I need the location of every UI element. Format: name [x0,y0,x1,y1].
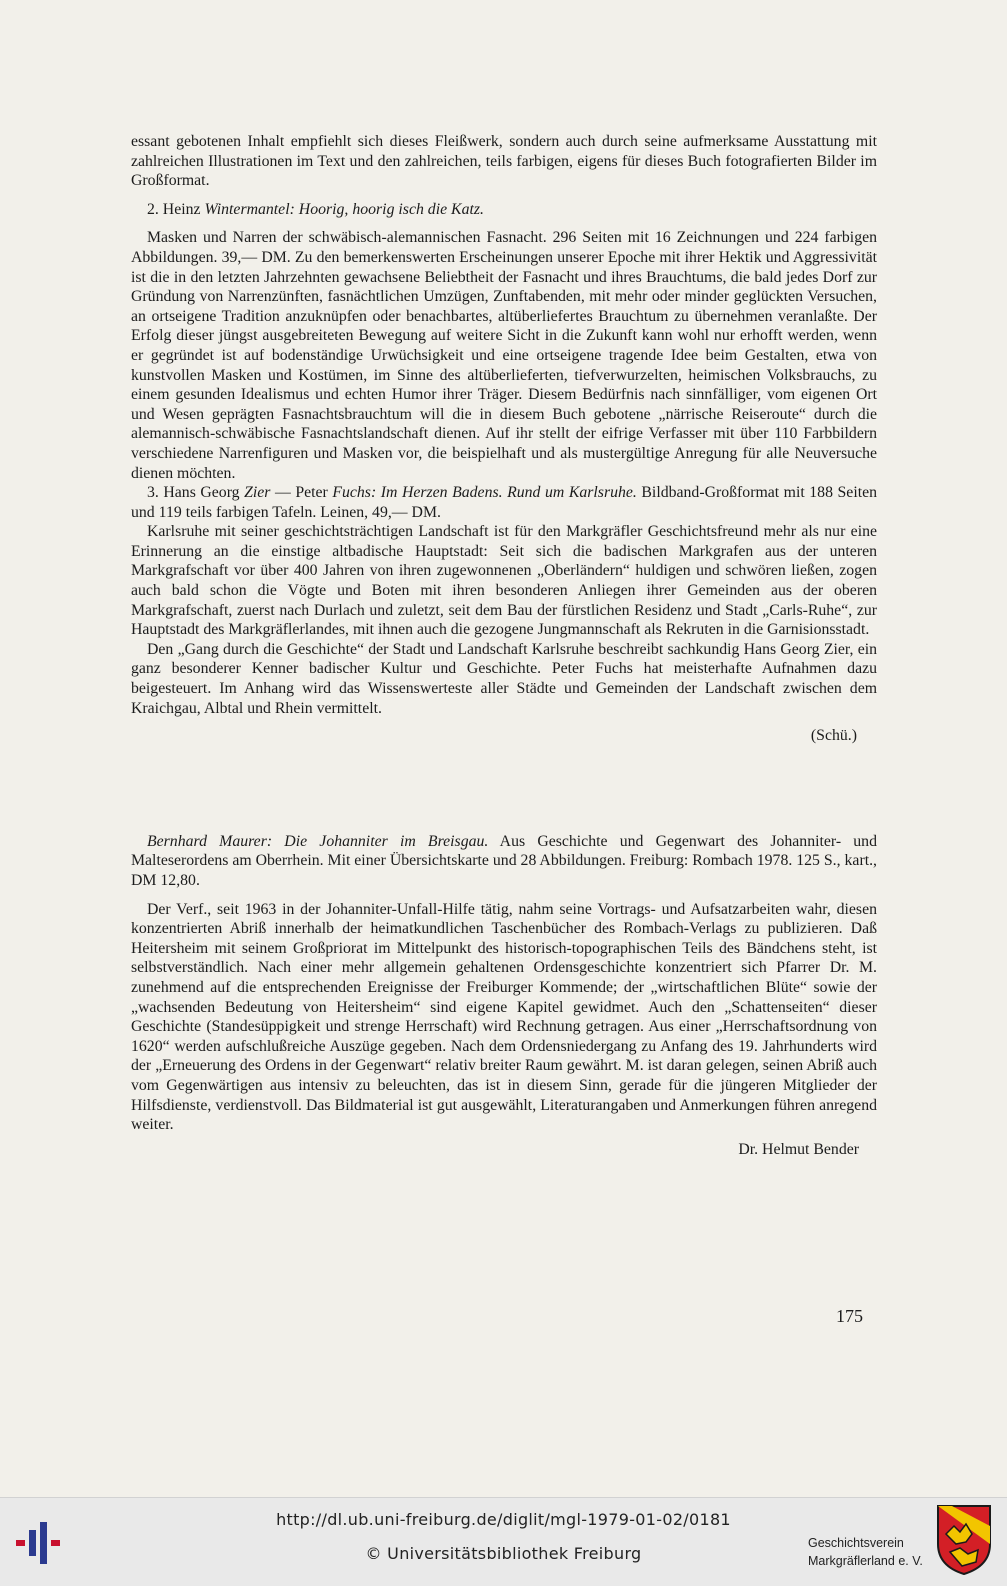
scanned-page-text [131,132,877,1159]
society-name: Geschichtsverein Markgräflerland e. V. [808,1536,923,1568]
page-number: 175 [836,1306,863,1326]
book-entry-maurer: Bernhard Maurer: Die Johanniter im Breisgau. Aus Geschichte und Gegenwart des Johanniter- und Malteserordens am Oberrhein. Mit einer Übersichtskarte und 28 Abbildungen. Freiburg: Rombach 1978. 125 S., kart., DM 12,80. [131,832,877,889]
reviewer-signature-1: (Schü.) [810,727,857,745]
reviewer-signature-2: Dr. Helmut Bender [738,1140,859,1158]
book-entry-3: 3. Hans Georg Zier — Peter Fuchs: Im Herzen Badens. Rund um Karlsruhe. Bildband-Großformat mit 188 Seiten und 119 teils farbigen Tafeln. Leinen, 49,— DM. [131,484,878,521]
permalink-url[interactable]: http://dl.ub.uni-freiburg.de/diglit/mgl-1979-01-02/0181 [276,1510,731,1529]
book-entry-2: 2. Heinz Wintermantel: Hoorig, hoorig isch die Katz. [147,200,484,218]
copyright-notice: © Universitätsbibliothek Freiburg [365,1544,642,1563]
society-crest-icon [936,1504,992,1576]
book-title-3: Fuchs: Im Herzen Badens. Rund um Karlsruhe. [332,484,637,502]
paragraph-continuation: essant gebotenen Inhalt empfiehlt sich dieses Fleißwerk, sondern auch durch seine aufmerksame Ausstattung mit zahlreichen Illustrationen im Text und den zahlreichen, teils farbigen, eigens für dieses Buch fotografierten Bilder im Großformat. [131,133,877,190]
review-paragraph-maurer: Der Verf., seit 1963 in der Johanniter-Unfall-Hilfe tätig, nahm seine Vortrags- und Aufsatzarbeiten wahr, diesen konzentrierten Abriß innerhalb der heimatkundlichen Taschenbücher des Rombach-Verlags zu publizieren. Daß Heitersheim mit seinem Großpriorat im Mittelpunkt des historisch-topographischen Teils des Bändchens steht, ist selbstverständlich. Nach einer mehr allgemein gehaltenen Ordensgeschichte konzentriert sich Pfarrer Dr. M. zunehmend auf die entsprechenden Ereignisse der Freiburger Kommende; der „wirtschaftlichen Blüte“ sowie der „wachsenden Bedeutung von Heitersheim“ sind eigene Kapitel gewidmet. Auch den „Schattenseiten“ dieser Geschichte (Standesüppigkeit und strenge Herrschaft) wird Rechnung getragen. Aus einer „Herrschaftsordnung von 1620“ werden aufschlußreiche Auszüge gegeben. Nach dem Ordensniedergang zu Anfang des 19. Jahrhunderts wird der „Erneuerung des Ordens in der Gegenwart“ relativ breiter Raum gewährt. M. ist daran gelegen, seinen Abriß auch vom Gegenwärtigen aus intensiv zu beleuchten, das ist in diesem Sinn, gerade für die jüngeren Mitglieder der Hilfsdienste, verdienstvoll. Das Bildmaterial ist gut ausgewählt, Literaturangaben und Anmerkungen führen anregend weiter. [131,900,877,1134]
book-title-2: Wintermantel: Hoorig, hoorig isch die Katz. [204,200,484,218]
review-paragraph-2: Masken und Narren der schwäbisch-alemannischen Fasnacht. 296 Seiten mit 16 Zeichnungen und 224 farbigen Abbildungen. 39,— DM. Zu den bemerkenswerten Erscheinungen unserer Epoche mit ihrer Hektik und Aggressivität ist die in den letzten Jahrzehnten gewachsene Beliebtheit der Fasnacht und ihres Brauchtums, die bald jedes Dorf zur Gründung von Narrenzünften, fasnächtlichen Umzügen, Zunftabenden, mit mehr oder minder geglückten Versuchen, an ortseigene Tradition anzuknüpfen oder benachbartes, altüberliefertes Brauchtum zu übernehmen veranlaßte. Der Erfolg dieser jüngst ausgebreiteten Bewegung auf weitere Sicht in die Zukunft kann wohl nur erhofft werden, wenn er gegründet ist auf bodenständige Urwüchsigkeit und eine ortseigene tragende Idee beim Gestalten, etwa von kunstvollen Masken und Kostümen, im Sinne des altüberlieferten, tiefverwurzelten, heimischen Volksbrauchs, zu einem gesunden Idealismus und echten Humor ihrer Träger. Diesem Bedürfnis nach sinnfälliger, vom eigenen Ort und Wesen geprägten Fasnachtsbrauchtum will die in diesem Buch gebotene „närrische Reiseroute“ durch die alemannisch-schwäbische Fasnachtslandschaft dienen. Auf ihr stellt der eifrige Verfasser mit über 110 Farbbildern verschiedene Narrenfiguren und Masken vor, die beispielhaft und als mustergültige Anregung für alle Neuversuche dienen möchten. [131,229,877,482]
review-paragraph-4: Den „Gang durch die Geschichte“ der Stadt und Landschaft Karlsruhe beschreibt sachkundig Hans Georg Zier, ein ganz besonderer Kenner badischer Kultur und Geschichte. Peter Fuchs hat meisterhafte Aufnahmen dazu beigesteuert. Im Anhang wird das Wissenswerteste aller Städte und Gemeinden der Landschaft zwischen dem Kraichgau, Albtal und Rhein vermittelt. [131,640,877,717]
review-paragraph-3: Karlsruhe mit seiner geschichtsträchtigen Landschaft ist für den Markgräfler Geschichtsfreund mehr als nur eine Erinnerung an die einstige altbadische Hauptstadt: Seit sich die badischen Markgrafen aus der unteren Markgrafschaft vor über 400 Jahren von ihren zugewonnenen „Oberländern“ huldigen und schwören ließen, zogen auch bald schon die Vögte und Boten mit ihren besonderen Anliegen ihrer Gemeinden aus der oberen Markgrafschaft, zuerst nach Durlach und zuletzt, seit dem Bau der fürstlichen Residenz und Stadt „Carls-Ruhe“, zur Hauptstadt des Markgräflerlandes, mit ihnen auch die gezogene Jungmannschaft als Rekruten in die Garnisionsstadt. [131,523,877,639]
footer-bar [0,1497,1007,1586]
book-title-maurer: Bernhard Maurer: Die Johanniter im Breisgau. [147,832,489,850]
